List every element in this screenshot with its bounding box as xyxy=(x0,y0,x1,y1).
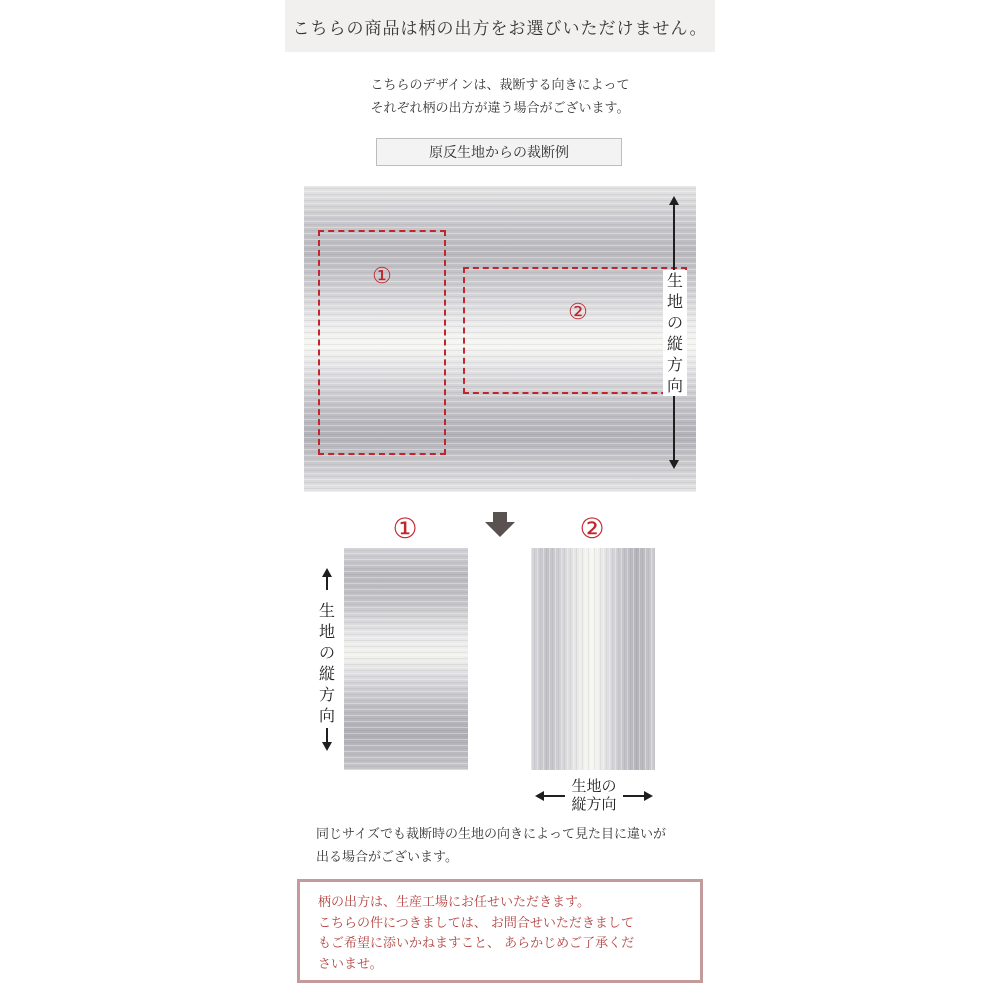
down-arrow-icon xyxy=(485,512,515,538)
example-label xyxy=(376,138,622,166)
up-arrow-icon xyxy=(669,196,679,205)
intro-line-1: こちらのデザインは、裁断する向きによって xyxy=(370,78,630,93)
notice-line-1: 柄の出方は、生産工場にお任せいただきます。 xyxy=(318,895,590,910)
up-arrow-icon xyxy=(322,568,332,577)
direction-char: 生 xyxy=(318,601,335,620)
direction-char: 方 xyxy=(666,355,683,374)
notice-box xyxy=(297,879,703,983)
down-arrow-icon xyxy=(322,742,332,751)
direction-char: 地 xyxy=(666,292,683,311)
direction-char: 向 xyxy=(318,706,335,725)
left-arrow-icon xyxy=(535,791,544,801)
direction-char: 縦 xyxy=(318,664,335,683)
cut-number-2: ② xyxy=(568,300,588,325)
direction-char: 地 xyxy=(318,622,335,641)
cut-area-2 xyxy=(463,267,687,394)
notice-banner xyxy=(285,0,715,52)
direction-line-2: 縦方向 xyxy=(571,795,617,813)
direction-char: 向 xyxy=(666,376,683,395)
direction-char: 生 xyxy=(666,271,683,290)
direction-line-1: 生地の xyxy=(571,777,617,795)
intro-line-2: それぞれ柄の出方が違う場合がございます。 xyxy=(370,101,630,116)
note-line-1: 同じサイズでも裁断時の生地の向きによって見た目に違いが xyxy=(316,827,666,842)
direction-char: 方 xyxy=(318,685,335,704)
notice-line-4: さいませ。 xyxy=(318,956,383,972)
result-fabric-1 xyxy=(344,548,468,770)
result-fabric-2 xyxy=(531,548,655,770)
result-number-1: ① xyxy=(392,512,418,545)
direction-char: の xyxy=(318,643,335,662)
direction-char: の xyxy=(666,313,683,332)
right-arrow-icon xyxy=(644,791,653,801)
notice-line-2: こちらの件につきましては、 お問合せいただきまして xyxy=(318,915,634,931)
result-number-2: ② xyxy=(579,512,605,545)
direction-char: 縦 xyxy=(666,334,683,353)
note-line-2: 出る場合がございます。 xyxy=(316,850,458,865)
fabric-direction-label-main xyxy=(663,270,687,396)
cut-number-1: ① xyxy=(372,264,392,289)
fabric-direction-label-result-2 xyxy=(564,777,624,813)
notice-line-3: もご希望に添いかねますこと、 あらかじめご了承くだ xyxy=(318,936,635,951)
down-arrow-icon xyxy=(669,460,679,469)
fabric-direction-label-result-1 xyxy=(316,600,338,726)
banner-text: こちらの商品は柄の出方をお選びいただけません。 xyxy=(292,18,708,39)
example-label-text: 原反生地からの裁断例 xyxy=(429,145,569,161)
